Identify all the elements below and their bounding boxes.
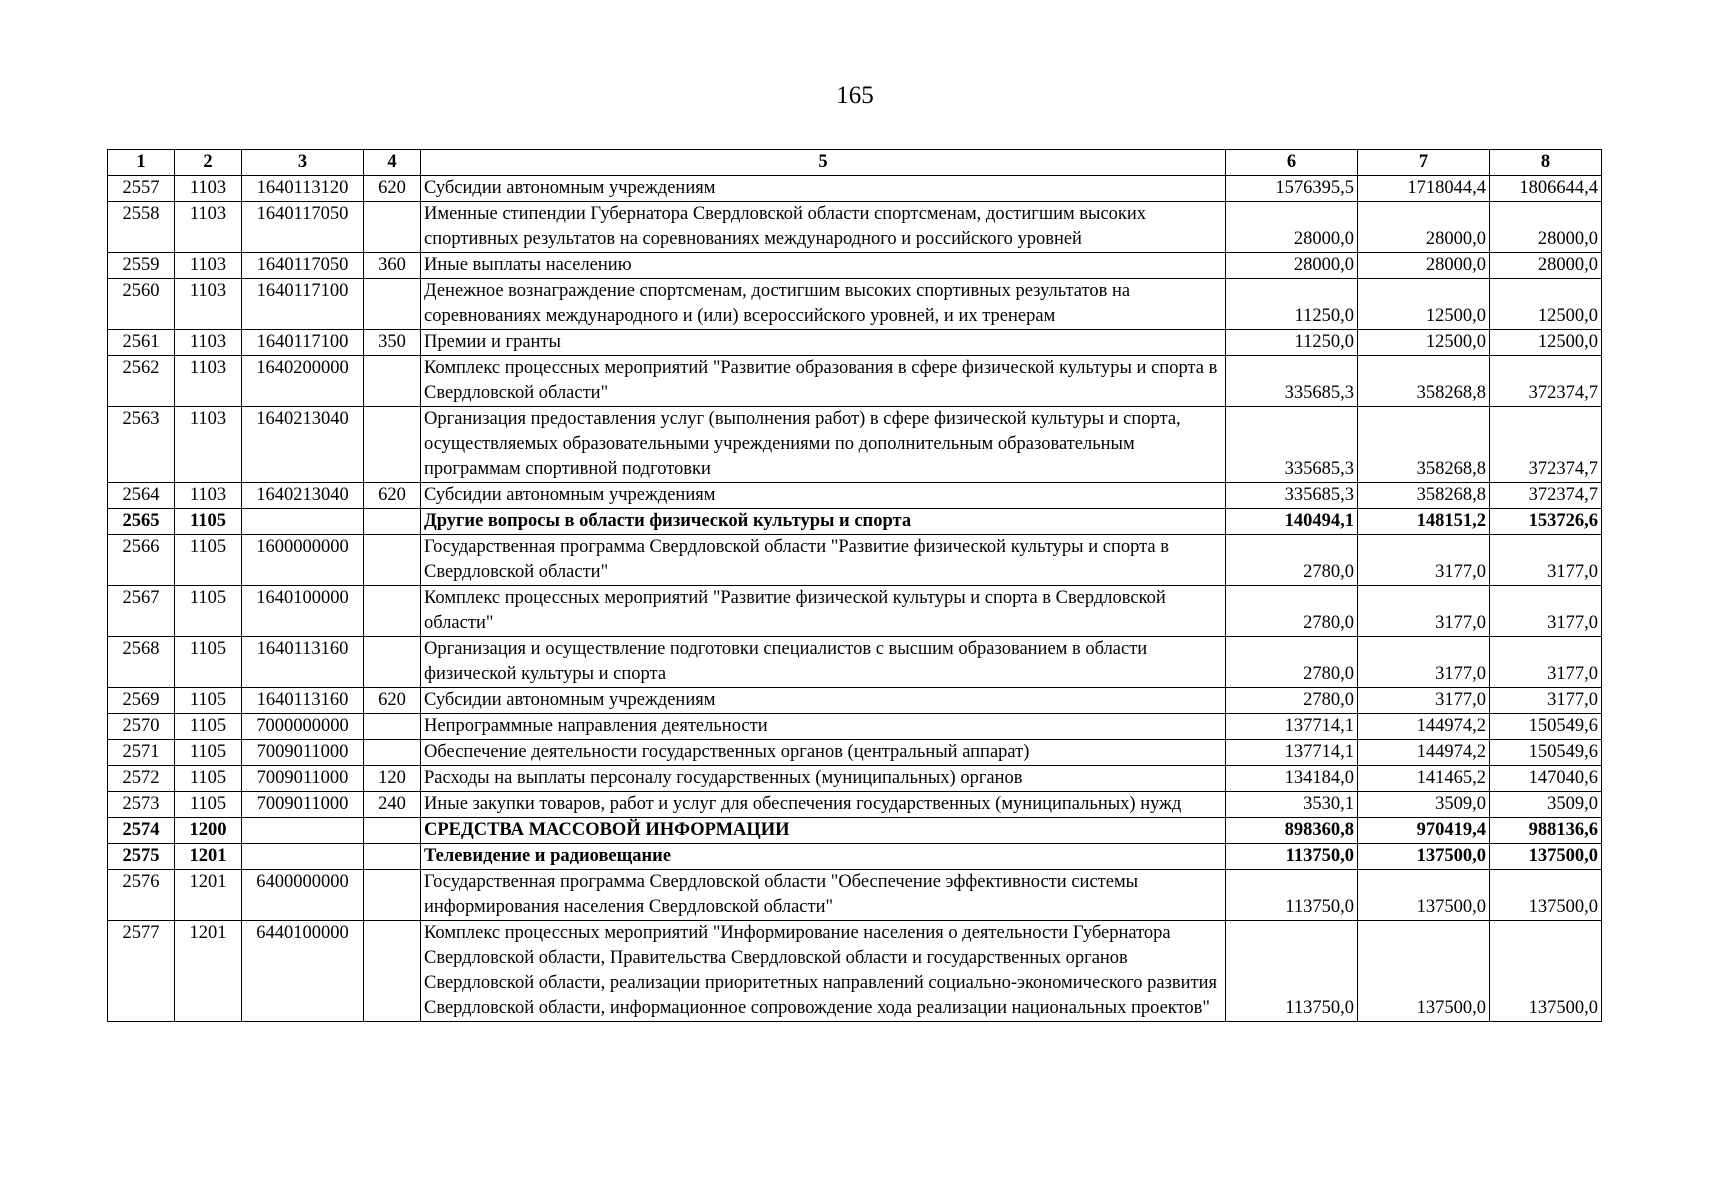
expense-type-cell [364,921,421,1022]
target-article-cell [242,844,364,870]
target-article-cell: 7000000000 [242,714,364,740]
amount-year2-cell: 141465,2 [1358,766,1490,792]
expense-type-cell [364,844,421,870]
section-code-cell: 1201 [175,844,242,870]
amount-year3-cell: 988136,6 [1490,818,1602,844]
amount-year2-cell: 28000,0 [1358,253,1490,279]
table-row [108,483,1602,509]
column-header: 2 [175,150,242,176]
column-header: 1 [108,150,175,176]
amount-year3-cell: 3177,0 [1490,637,1602,688]
section-code-cell: 1103 [175,253,242,279]
amount-year1-cell: 1576395,5 [1226,176,1358,202]
amount-year3-cell: 12500,0 [1490,330,1602,356]
row-number-cell: 2573 [108,792,175,818]
table-row [108,818,1602,844]
table-row [108,330,1602,356]
amount-year2-cell: 148151,2 [1358,509,1490,535]
target-article-cell: 6400000000 [242,870,364,921]
item-name-cell: Комплекс процессных мероприятий "Информирование населения о деятельности Губернатора Свердловской области, Правительства Свердловской области и государственных органов Свердловской области, реализации приоритетных направлений социально-экономического развития Свердловской области, информационное сопровождение хода реализации национальных проектов" [421,921,1226,1022]
target-article-cell: 7009011000 [242,740,364,766]
row-number-cell: 2571 [108,740,175,766]
budget-table [107,149,1602,1022]
expense-type-cell: 120 [364,766,421,792]
table-row [108,637,1602,688]
amount-year1-cell: 134184,0 [1226,766,1358,792]
amount-year1-cell: 113750,0 [1226,870,1358,921]
amount-year1-cell: 335685,3 [1226,356,1358,407]
row-number-cell: 2577 [108,921,175,1022]
section-code-cell: 1201 [175,870,242,921]
row-number-cell: 2568 [108,637,175,688]
section-code-cell: 1105 [175,740,242,766]
table-row [108,870,1602,921]
row-number-cell: 2567 [108,586,175,637]
amount-year2-cell: 12500,0 [1358,330,1490,356]
item-name-cell: Комплекс процессных мероприятий "Развитие образования в сфере физической культуры и спорта в Свердловской области" [421,356,1226,407]
table-row [108,202,1602,253]
amount-year1-cell: 898360,8 [1226,818,1358,844]
amount-year1-cell: 11250,0 [1226,279,1358,330]
table-row [108,535,1602,586]
item-name-cell: Государственная программа Свердловской области "Развитие физической культуры и спорта в Свердловской области" [421,535,1226,586]
amount-year1-cell: 335685,3 [1226,407,1358,483]
row-number-cell: 2572 [108,766,175,792]
target-article-cell: 1640113160 [242,637,364,688]
section-code-cell: 1103 [175,356,242,407]
item-name-cell: Субсидии автономным учреждениям [421,688,1226,714]
row-number-cell: 2565 [108,509,175,535]
table-row [108,844,1602,870]
amount-year1-cell: 11250,0 [1226,330,1358,356]
amount-year2-cell: 137500,0 [1358,844,1490,870]
amount-year1-cell: 335685,3 [1226,483,1358,509]
target-article-cell: 1600000000 [242,535,364,586]
row-number-cell: 2557 [108,176,175,202]
item-name-cell: Организация и осуществление подготовки специалистов с высшим образованием в области физической культуры и спорта [421,637,1226,688]
item-name-cell: Субсидии автономным учреждениям [421,176,1226,202]
item-name-cell: Иные выплаты населению [421,253,1226,279]
column-header: 6 [1226,150,1358,176]
table-row [108,279,1602,330]
section-code-cell: 1103 [175,176,242,202]
table-row [108,792,1602,818]
expense-type-cell [364,637,421,688]
table-row [108,253,1602,279]
amount-year2-cell: 144974,2 [1358,740,1490,766]
row-number-cell: 2569 [108,688,175,714]
column-header: 7 [1358,150,1490,176]
section-code-cell: 1105 [175,714,242,740]
amount-year2-cell: 3509,0 [1358,792,1490,818]
column-header: 5 [421,150,1226,176]
row-number-cell: 2564 [108,483,175,509]
target-article-cell: 1640113160 [242,688,364,714]
expense-type-cell [364,509,421,535]
section-code-cell: 1105 [175,688,242,714]
row-number-cell: 2559 [108,253,175,279]
item-name-cell: Организация предоставления услуг (выполнения работ) в сфере физической культуры и спорта, осуществляемых образовательными учреждениями по дополнительным образовательным программам спортивной подготовки [421,407,1226,483]
header-row [108,150,1602,176]
section-code-cell: 1103 [175,202,242,253]
amount-year1-cell: 140494,1 [1226,509,1358,535]
amount-year1-cell: 28000,0 [1226,202,1358,253]
table-row [108,407,1602,483]
expense-type-cell: 360 [364,253,421,279]
amount-year2-cell: 137500,0 [1358,870,1490,921]
section-code-cell: 1105 [175,792,242,818]
expense-type-cell: 620 [364,176,421,202]
amount-year2-cell: 144974,2 [1358,714,1490,740]
section-code-cell: 1103 [175,483,242,509]
item-name-cell: Денежное вознаграждение спортсменам, достигшим высоких спортивных результатов на соревнованиях международного и (или) всероссийского уровней, и их тренерам [421,279,1226,330]
amount-year3-cell: 3509,0 [1490,792,1602,818]
target-article-cell [242,818,364,844]
expense-type-cell [364,407,421,483]
row-number-cell: 2576 [108,870,175,921]
table-row [108,740,1602,766]
expense-type-cell [364,818,421,844]
amount-year2-cell: 28000,0 [1358,202,1490,253]
amount-year1-cell: 113750,0 [1226,921,1358,1022]
expense-type-cell [364,535,421,586]
item-name-cell: Непрограммные направления деятельности [421,714,1226,740]
section-code-cell: 1103 [175,407,242,483]
row-number-cell: 2566 [108,535,175,586]
amount-year2-cell: 3177,0 [1358,586,1490,637]
amount-year2-cell: 3177,0 [1358,637,1490,688]
target-article-cell: 7009011000 [242,792,364,818]
item-name-cell: Иные закупки товаров, работ и услуг для обеспечения государственных (муниципальных) нужд [421,792,1226,818]
target-article-cell: 6440100000 [242,921,364,1022]
expense-type-cell: 240 [364,792,421,818]
section-code-cell: 1200 [175,818,242,844]
item-name-cell: Обеспечение деятельности государственных органов (центральный аппарат) [421,740,1226,766]
target-article-cell: 1640113120 [242,176,364,202]
expense-type-cell [364,586,421,637]
target-article-cell: 1640117100 [242,330,364,356]
amount-year2-cell: 358268,8 [1358,407,1490,483]
row-number-cell: 2563 [108,407,175,483]
item-name-cell: СРЕДСТВА МАССОВОЙ ИНФОРМАЦИИ [421,818,1226,844]
expense-type-cell [364,356,421,407]
item-name-cell: Именные стипендии Губернатора Свердловской области спортсменам, достигшим высоких спортивных результатов на соревнованиях международного и российского уровней [421,202,1226,253]
table-row [108,766,1602,792]
item-name-cell: Премии и гранты [421,330,1226,356]
section-code-cell: 1103 [175,279,242,330]
item-name-cell: Расходы на выплаты персоналу государственных (муниципальных) органов [421,766,1226,792]
section-code-cell: 1105 [175,535,242,586]
item-name-cell: Государственная программа Свердловской области "Обеспечение эффективности системы информирования населения Свердловской области" [421,870,1226,921]
target-article-cell: 1640200000 [242,356,364,407]
section-code-cell: 1103 [175,330,242,356]
section-code-cell: 1105 [175,637,242,688]
amount-year2-cell: 1718044,4 [1358,176,1490,202]
table-row [108,688,1602,714]
target-article-cell: 1640117100 [242,279,364,330]
expense-type-cell [364,202,421,253]
target-article-cell: 1640117050 [242,202,364,253]
row-number-cell: 2560 [108,279,175,330]
section-code-cell: 1105 [175,766,242,792]
amount-year3-cell: 3177,0 [1490,535,1602,586]
column-header: 4 [364,150,421,176]
amount-year3-cell: 28000,0 [1490,253,1602,279]
section-code-cell: 1105 [175,586,242,637]
amount-year3-cell: 3177,0 [1490,586,1602,637]
amount-year1-cell: 137714,1 [1226,714,1358,740]
row-number-cell: 2570 [108,714,175,740]
section-code-cell: 1201 [175,921,242,1022]
amount-year3-cell: 137500,0 [1490,921,1602,1022]
item-name-cell: Телевидение и радиовещание [421,844,1226,870]
table-row [108,921,1602,1022]
expense-type-cell: 350 [364,330,421,356]
expense-type-cell [364,740,421,766]
amount-year3-cell: 137500,0 [1490,870,1602,921]
row-number-cell: 2561 [108,330,175,356]
amount-year3-cell: 147040,6 [1490,766,1602,792]
expense-type-cell [364,870,421,921]
amount-year2-cell: 358268,8 [1358,483,1490,509]
target-article-cell: 1640213040 [242,483,364,509]
amount-year2-cell: 137500,0 [1358,921,1490,1022]
amount-year3-cell: 372374,7 [1490,483,1602,509]
item-name-cell: Другие вопросы в области физической культуры и спорта [421,509,1226,535]
amount-year3-cell: 1806644,4 [1490,176,1602,202]
target-article-cell: 7009011000 [242,766,364,792]
amount-year3-cell: 150549,6 [1490,714,1602,740]
amount-year2-cell: 12500,0 [1358,279,1490,330]
amount-year3-cell: 28000,0 [1490,202,1602,253]
amount-year1-cell: 2780,0 [1226,688,1358,714]
amount-year1-cell: 113750,0 [1226,844,1358,870]
row-number-cell: 2574 [108,818,175,844]
amount-year2-cell: 3177,0 [1358,688,1490,714]
amount-year1-cell: 137714,1 [1226,740,1358,766]
expense-type-cell [364,279,421,330]
row-number-cell: 2558 [108,202,175,253]
column-header: 3 [242,150,364,176]
amount-year3-cell: 150549,6 [1490,740,1602,766]
amount-year3-cell: 372374,7 [1490,356,1602,407]
target-article-cell: 1640213040 [242,407,364,483]
amount-year3-cell: 3177,0 [1490,688,1602,714]
amount-year1-cell: 2780,0 [1226,586,1358,637]
amount-year2-cell: 3177,0 [1358,535,1490,586]
amount-year3-cell: 153726,6 [1490,509,1602,535]
expense-type-cell: 620 [364,688,421,714]
target-article-cell: 1640117050 [242,253,364,279]
amount-year2-cell: 970419,4 [1358,818,1490,844]
row-number-cell: 2562 [108,356,175,407]
table-row [108,356,1602,407]
table-row [108,176,1602,202]
amount-year1-cell: 2780,0 [1226,637,1358,688]
amount-year3-cell: 137500,0 [1490,844,1602,870]
page-number: 165 [836,82,874,109]
amount-year1-cell: 28000,0 [1226,253,1358,279]
row-number-cell: 2575 [108,844,175,870]
expense-type-cell: 620 [364,483,421,509]
amount-year3-cell: 372374,7 [1490,407,1602,483]
table-row [108,509,1602,535]
column-header: 8 [1490,150,1602,176]
target-article-cell [242,509,364,535]
item-name-cell: Комплекс процессных мероприятий "Развитие физической культуры и спорта в Свердловской области" [421,586,1226,637]
amount-year2-cell: 358268,8 [1358,356,1490,407]
item-name-cell: Субсидии автономным учреждениям [421,483,1226,509]
expense-type-cell [364,714,421,740]
section-code-cell: 1105 [175,509,242,535]
amount-year3-cell: 12500,0 [1490,279,1602,330]
amount-year1-cell: 2780,0 [1226,535,1358,586]
amount-year1-cell: 3530,1 [1226,792,1358,818]
table-row [108,714,1602,740]
table-row [108,586,1602,637]
target-article-cell: 1640100000 [242,586,364,637]
